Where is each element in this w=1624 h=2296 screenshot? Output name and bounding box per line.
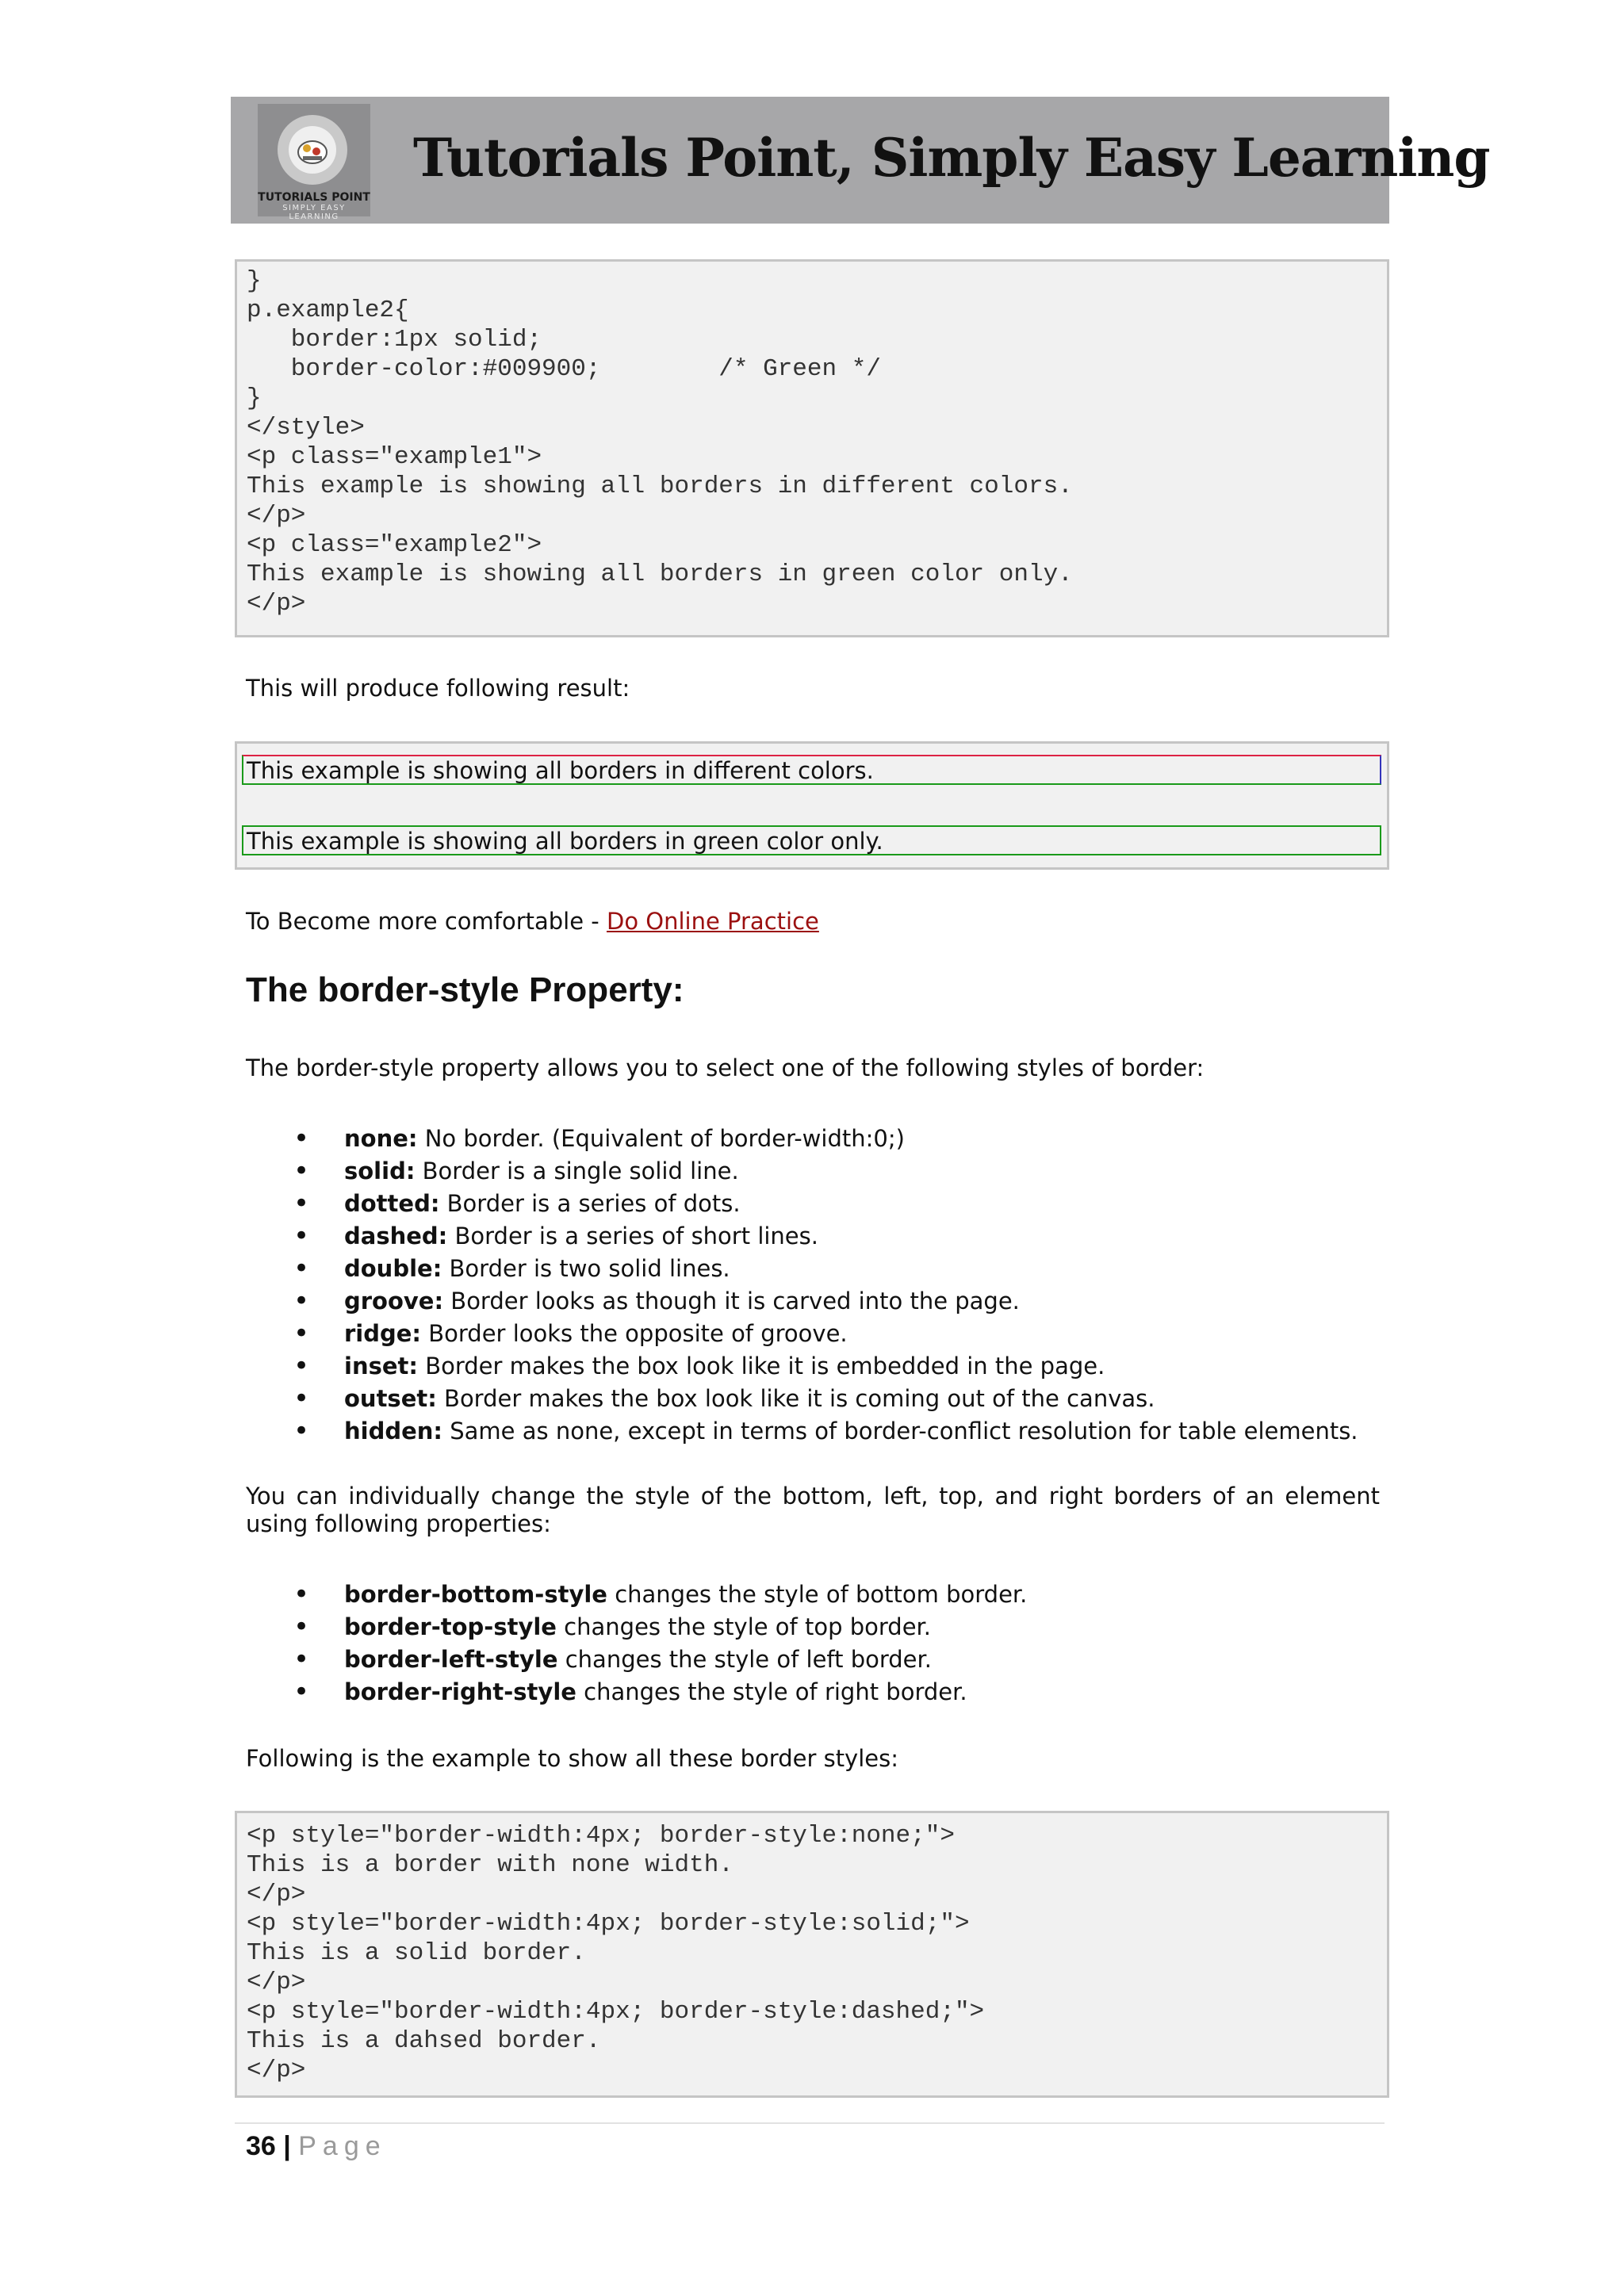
item-term: dashed: (344, 1223, 448, 1249)
item-term: border-right-style (344, 1678, 576, 1705)
footer-separator: | (275, 2131, 299, 2161)
style-list-item (293, 1350, 1358, 1383)
code-line: border:1px solid; (247, 326, 542, 354)
property-list-item (293, 1676, 1027, 1709)
code-content (237, 262, 1387, 618)
style-list-item (293, 1188, 1358, 1220)
style-list-item (293, 1123, 1358, 1155)
bullet-icon: • (293, 1578, 310, 1610)
item-description: Border is a series of dots. (439, 1190, 741, 1217)
code-line: <p class="example2"> (247, 531, 542, 559)
item-term: border-top-style (344, 1613, 557, 1640)
item-term: solid: (344, 1158, 416, 1184)
section-intro: The border-style property allows you to select one of the following styles of border: (246, 1054, 1205, 1081)
item-description: No border. (Equivalent of border-width:0;) (417, 1125, 905, 1152)
item-term: ridge: (344, 1320, 422, 1347)
item-term: border-left-style (344, 1646, 558, 1673)
code-line: <p class="example1"> (247, 443, 542, 471)
border-properties-list (293, 1578, 1027, 1709)
page-label: Page (298, 2131, 387, 2161)
bullet-icon: • (293, 1253, 310, 1284)
bullet-icon: • (293, 1644, 310, 1675)
item-term: outset: (344, 1385, 437, 1412)
code-line: This is a dahsed border. (247, 2027, 601, 2055)
item-term: groove: (344, 1288, 444, 1314)
code-line: </p> (247, 1969, 306, 1996)
item-description: Same as none, except in terms of border-conflict resolution for table elements. (442, 1418, 1358, 1445)
code-line: border-color:#009900; /* Green */ (247, 355, 881, 383)
bullet-icon: • (293, 1188, 310, 1219)
code-line: <p style="border-width:4px; border-style:solid;"> (247, 1910, 970, 1938)
border-styles-list (293, 1123, 1358, 1448)
logo-text: TUTORIALS POINT (258, 191, 370, 204)
item-description: Border looks as though it is carved into the page. (443, 1288, 1020, 1314)
style-list-item (293, 1155, 1358, 1188)
item-description: Border is two solid lines. (442, 1255, 730, 1282)
item-description: Border makes the box look like it is embedded in the page. (417, 1353, 1105, 1380)
item-description: changes the style of top border. (556, 1613, 932, 1640)
practice-line (246, 908, 819, 935)
property-list-item (293, 1644, 1027, 1676)
logo-tagline: SIMPLY EASY LEARNING (282, 204, 346, 221)
item-description: Border looks the opposite of groove. (421, 1320, 848, 1347)
code-line: </p> (247, 2057, 306, 2084)
practice-text: To Become more comfortable - (246, 908, 607, 935)
bullet-icon: • (293, 1123, 310, 1154)
code-line: } (247, 385, 262, 412)
style-list-item (293, 1383, 1358, 1415)
code-block-1 (235, 259, 1389, 637)
item-term: none: (344, 1125, 418, 1152)
footer-divider (235, 2122, 1385, 2124)
item-term: inset: (344, 1353, 418, 1380)
property-list-item (293, 1578, 1027, 1611)
result-multicolor-border: This example is showing all borders in different colors. (242, 755, 1381, 785)
code-content (237, 1813, 1387, 2085)
code-line: <p style="border-width:4px; border-style:dashed;"> (247, 1998, 985, 2026)
code-line: This example is showing all borders in different colors. (247, 473, 1073, 500)
page-footer (246, 2131, 387, 2162)
bullet-icon: • (293, 1220, 310, 1252)
item-description: Border is a series of short lines. (447, 1223, 818, 1249)
item-term: dotted: (344, 1190, 440, 1217)
section-title: The border-style Property: (246, 970, 684, 1009)
code-line: This is a solid border. (247, 1939, 586, 1967)
item-description: Border makes the box look like it is coming out of the canvas. (436, 1385, 1155, 1412)
code-line: </p> (247, 590, 306, 618)
item-term: double: (344, 1255, 442, 1282)
bullet-icon: • (293, 1383, 310, 1414)
code-line: This is a border with none width. (247, 1851, 733, 1879)
page-header (231, 97, 1490, 224)
style-list-item (293, 1220, 1358, 1253)
code-line: This example is showing all borders in green color only. (247, 561, 1073, 588)
bullet-icon: • (293, 1611, 310, 1643)
code-line: </p> (247, 502, 306, 530)
item-description: changes the style of bottom border. (607, 1581, 1028, 1608)
online-practice-link[interactable]: Do Online Practice (606, 908, 819, 935)
item-term: hidden: (344, 1418, 443, 1445)
style-list-item (293, 1285, 1358, 1318)
bullet-icon: • (293, 1285, 310, 1317)
example-intro: Following is the example to show all these border styles: (246, 1745, 899, 1772)
item-description: Border is a single solid line. (415, 1158, 739, 1184)
logo-emblem-icon (266, 109, 359, 189)
bullet-icon: • (293, 1350, 310, 1382)
code-line: <p style="border-width:4px; border-style:none;"> (247, 1822, 955, 1850)
style-list-item (293, 1415, 1358, 1448)
code-block-2 (235, 1811, 1389, 2098)
code-line: </style> (247, 414, 365, 442)
header-title: Tutorials Point, Simply Easy Learning (413, 127, 1490, 189)
style-list-item (293, 1253, 1358, 1285)
result-intro: This will produce following result: (246, 675, 630, 702)
individual-intro: You can individually change the style of the bottom, left, top, and right borders of an element using following properties: (246, 1483, 1380, 1537)
bullet-icon: • (293, 1318, 310, 1349)
item-description: changes the style of left border. (557, 1646, 933, 1673)
page-number: 36 (246, 2131, 276, 2161)
code-line: </p> (247, 1881, 306, 1908)
code-line: p.example2{ (247, 297, 409, 324)
bullet-icon: • (293, 1155, 310, 1187)
bullet-icon: • (293, 1676, 310, 1708)
tutorials-point-logo (258, 104, 370, 221)
item-description: changes the style of right border. (576, 1678, 967, 1705)
code-line: } (247, 267, 262, 295)
result-green-border: This example is showing all borders in green color only. (242, 825, 1381, 855)
result-box (235, 741, 1389, 870)
property-list-item (293, 1611, 1027, 1644)
item-term: border-bottom-style (344, 1581, 607, 1608)
style-list-item (293, 1318, 1358, 1350)
bullet-icon: • (293, 1415, 310, 1447)
